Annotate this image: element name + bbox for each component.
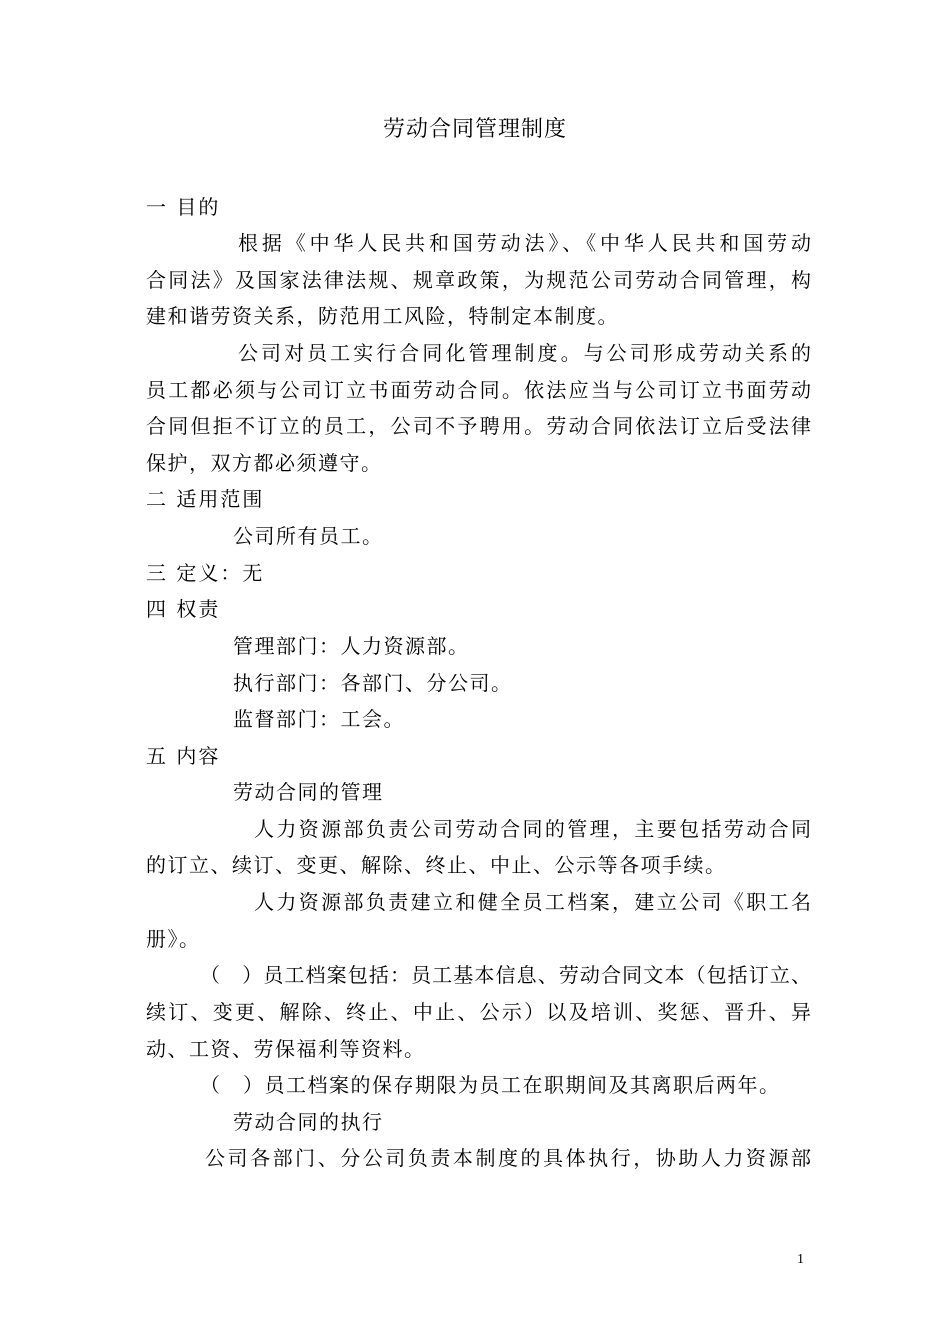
paragraph-line: 合同法》及国家法律法规、规章政策，为规范公司劳动合同管理，构	[146, 268, 811, 292]
document-title: 劳动合同管理制度	[382, 117, 567, 142]
paragraph-line: 公司各部门、分公司负责本制度的具体执行，协助人力资源部	[205, 1146, 811, 1170]
page-number: 1	[797, 1252, 804, 1267]
paragraph-line: （ ）员工档案的保存期限为员工在职期间及其离职后两年。	[200, 1073, 781, 1097]
subsection-heading: 劳动合同的管理	[233, 780, 384, 804]
paragraph-line: （ ）员工档案包括：员工基本信息、劳动合同文本（包括订立、	[200, 963, 811, 987]
paragraph-line: 动、工资、劳保福利等资料。	[146, 1037, 426, 1061]
paragraph-line: 人力资源部负责公司劳动合同的管理，主要包括劳动合同	[254, 817, 811, 841]
paragraph-line: 执行部门：各部门、分公司。	[233, 671, 513, 695]
paragraph-line: 管理部门：人力资源部。	[233, 634, 470, 658]
paragraph-line: 监督部门：工会。	[233, 707, 405, 731]
paragraph-line: 公司所有员工。	[233, 524, 384, 548]
section-heading-purpose: 一 目的	[146, 195, 221, 219]
paragraph-line: 人力资源部负责建立和健全员工档案，建立公司《职工名	[254, 890, 811, 914]
subsection-heading: 劳动合同的执行	[233, 1110, 384, 1134]
paragraph-line: 员工都必须与公司订立书面劳动合同。依法应当与公司订立书面劳动	[146, 378, 811, 402]
section-heading-content: 五 内容	[146, 744, 221, 768]
section-heading-responsibilities: 四 权责	[146, 597, 221, 621]
paragraph-line: 的订立、续订、变更、解除、终止、中止、公示等各项手续。	[146, 853, 727, 877]
paragraph-line: 合同但拒不订立的员工，公司不予聘用。劳动合同依法订立后受法律	[146, 414, 811, 438]
section-heading-scope: 二 适用范围	[146, 487, 265, 511]
paragraph-line: 册》。	[146, 927, 201, 951]
paragraph-line: 保护，双方都必须遵守。	[146, 451, 383, 475]
paragraph-line: 公司对员工实行合同化管理制度。与公司形成劳动关系的	[238, 341, 811, 365]
paragraph-line: 建和谐劳资关系，防范用工风险，特制定本制度。	[146, 304, 619, 328]
paragraph-line: 根据《中华人民共和国劳动法》、《中华人民共和国劳动	[238, 231, 811, 255]
section-heading-definition: 三 定义：无	[146, 561, 265, 585]
paragraph-line: 续订、变更、解除、终止、中止、公示）以及培训、奖惩、晋升、异	[146, 1000, 811, 1024]
